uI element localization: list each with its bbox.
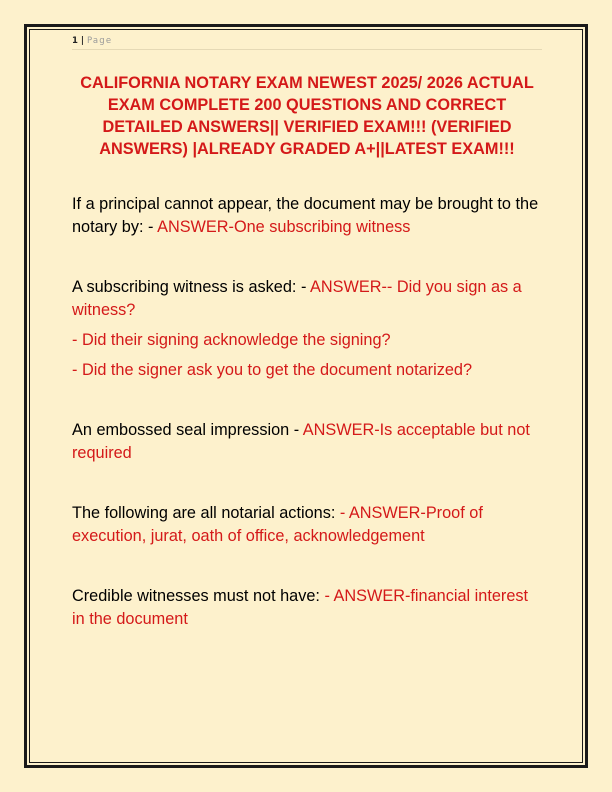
page-separator: | (77, 36, 87, 46)
answer-extra-line: - Did their signing acknowledge the signing? (72, 331, 391, 349)
question-text: The following are all notarial actions: (72, 504, 340, 522)
page-header (72, 35, 542, 50)
qa-paragraph (72, 502, 544, 548)
qa-list (72, 193, 544, 668)
answer-text: - ANSWER-Proof of execution, jurat, oath of office, acknowledgement (72, 504, 483, 545)
page-label: Page (86, 36, 113, 46)
answer-text: ANSWER-One subscribing witness (157, 218, 411, 236)
qa-item (72, 193, 544, 239)
qa-item (72, 276, 544, 382)
question-text: If a principal cannot appear, the document may be brought to the notary by: - (72, 195, 539, 236)
qa-paragraph (72, 193, 544, 239)
document-title: CALIFORNIA NOTARY EXAM NEWEST 2025/ 2026 ACTUAL EXAM COMPLETE 200 QUESTIONS AND CORRECT DETAILED ANSWERS|| VERIFIED EXAM!!! (VERIFIED ANSWERS) |ALREADY GRADED A+||LATEST EXAM!!! (80, 74, 534, 158)
qa-item (72, 419, 544, 465)
page-number: 1 (72, 36, 78, 46)
question-text: Credible witnesses must not have: (72, 587, 325, 605)
question-text: An embossed seal impression - (72, 421, 303, 439)
answer-text: ANSWER-- Did you sign as a witness? (72, 278, 522, 319)
qa-item (72, 585, 544, 631)
qa-paragraph (72, 585, 544, 631)
question-text: A subscribing witness is asked: - (72, 278, 310, 296)
qa-item (72, 502, 544, 548)
qa-paragraph (72, 419, 544, 465)
answer-text: ANSWER-Is acceptable but not required (72, 421, 530, 462)
answer-extra-line: - Did the signer ask you to get the document notarized? (72, 361, 473, 379)
answer-text: - ANSWER-financial interest in the document (72, 587, 529, 628)
qa-paragraph (72, 276, 544, 322)
